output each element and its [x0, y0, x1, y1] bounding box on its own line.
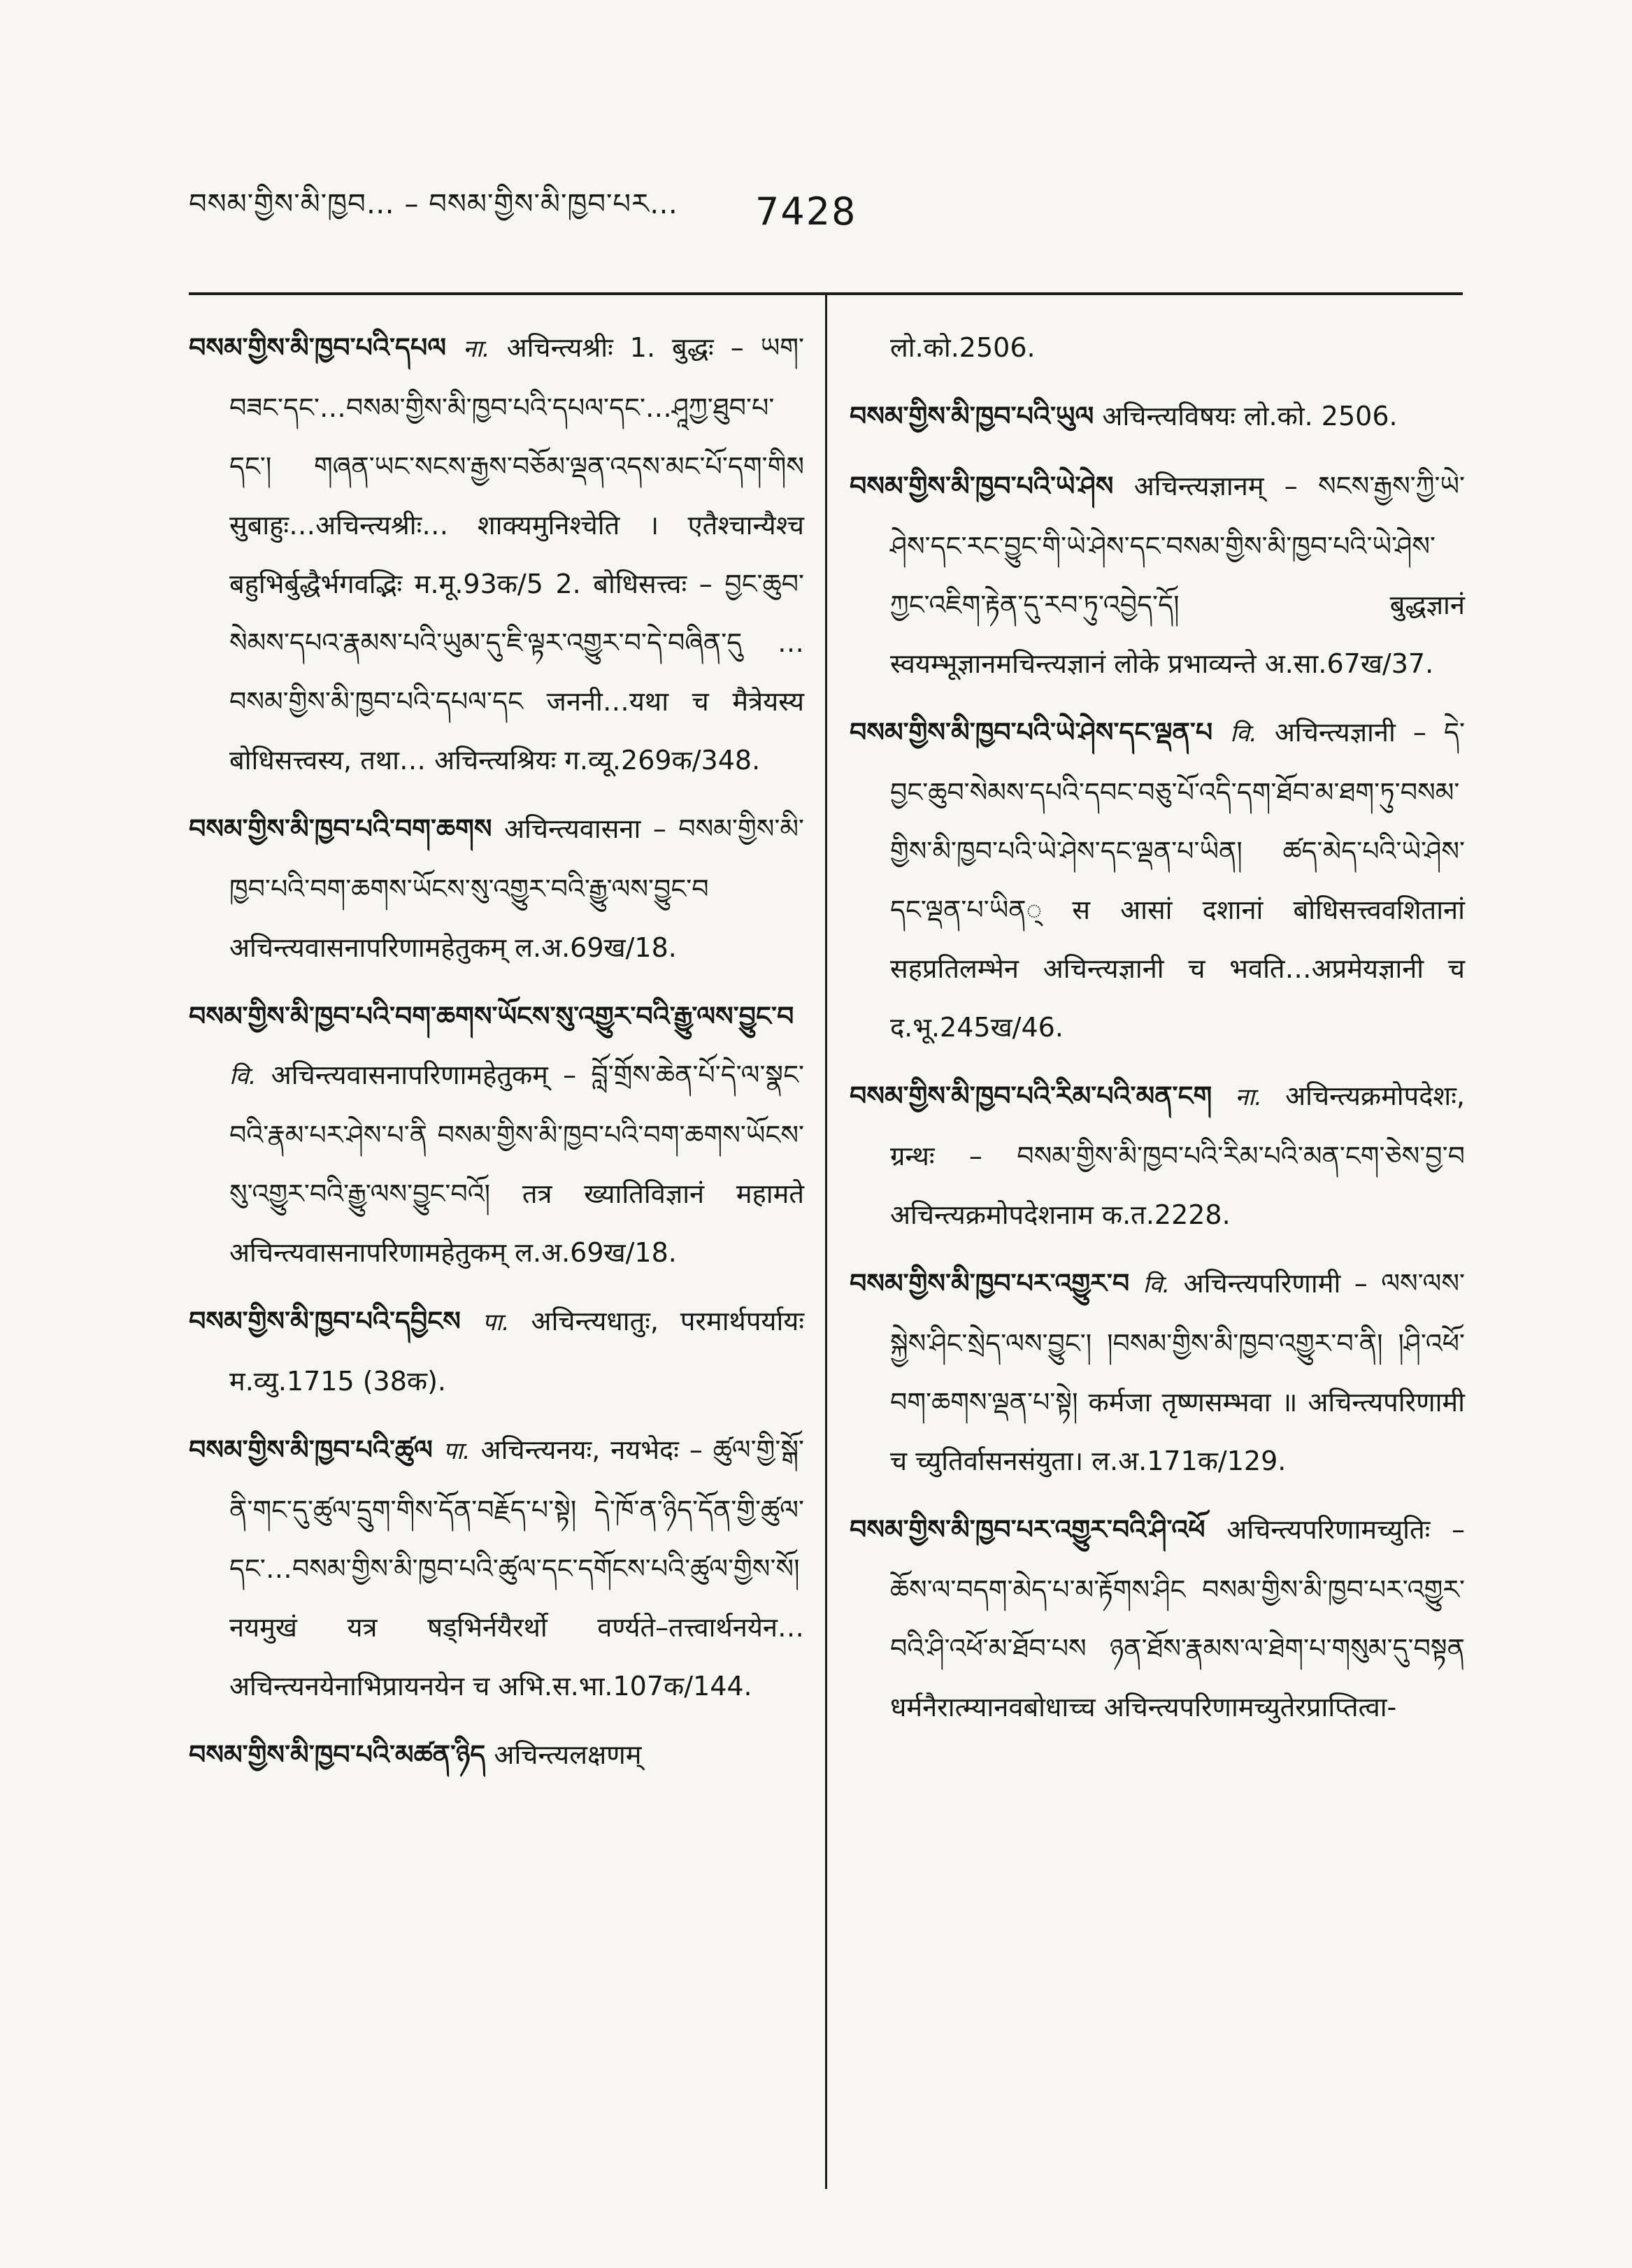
entry-body: अचिन्त्यक्रमोपदेशः, ग्रन्थः – བསམ་གྱིས་མི་ཁྱབ་པའི་རིམ་པའི་མན་ངག་ཅེས་བྱ་བ अचिन्त्यक्रमोपदेशनाम क.त.2228.: [890, 1080, 1465, 1230]
dictionary-entry: [850, 457, 1465, 693]
entry-headword: བསམ་གྱིས་མི་ཁྱབ་པའི་བག་ཆགས: [189, 813, 492, 844]
entry-headword: བསམ་གྱིས་མི་ཁྱབ་པའི་ཚུལ: [189, 1434, 433, 1465]
grammar-tag: वि.: [1143, 1271, 1171, 1299]
dictionary-entry: [189, 1420, 804, 1716]
dictionary-entry: [189, 1725, 804, 1785]
entry-headword: བསམ་གྱིས་མི་ཁྱབ་པའི་དཔལ: [189, 332, 447, 363]
entry-headword: བསམ་གྱིས་མི་ཁྱབ་པའི་དབྱིངས: [189, 1306, 461, 1336]
grammar-tag: वि.: [229, 1062, 257, 1090]
entry-headword: བསམ་གྱིས་མི་ཁྱབ་པར་འགྱུར་བ: [850, 1268, 1130, 1299]
grammar-tag: पा.: [482, 1308, 510, 1336]
page-number: 7428: [755, 189, 857, 234]
dictionary-entry: [850, 1500, 1465, 1736]
column-divider: [825, 294, 827, 2189]
entry-body: अचिन्त्यविषयः लो.को. 2506.: [1102, 401, 1398, 432]
dictionary-entry: [850, 1067, 1465, 1244]
grammar-tag: पा.: [443, 1437, 471, 1465]
entry-body: अचिन्त्यश्रीः 1. बुद्धः – ཡག་བཟང་དང་…བསམ་གྱིས་མི་ཁྱབ་པའི་དཔལ་དང་…ཤཱཀྱ་ཐུབ་པ་དང་། གཞན་ཡང་སངས་རྒྱས་བཅོམ་ལྡན་འདས་མང་པོ་དག་གིས सुबाहुः…अचिन्त्यश्रीः… शाक्यमुनिश्चेति । एतैश्चान्यैश्च बहुभिर्बुद्धैर्भगवद्भिः म.मू.93क/5 2. बोधिसत्त्वः – བྱང་ཆུབ་སེམས་དཔའ་རྣམས་པའི་ཡུམ་དུ་ཇི་ལྟར་འགྱུར་བ་དེ་བཞིན་དུ …བསམ་གྱིས་མི་ཁྱབ་པའི་དཔལ་དང जननी…यथा च मैत्रेयस्य बोधिसत्त्वस्य, तथा… अचिन्त्यश्रियः ग.व्यू.269क/348.: [229, 332, 804, 776]
dictionary-entry: [189, 799, 804, 977]
dictionary-entry: [850, 703, 1465, 1057]
left-column: [189, 318, 804, 1795]
entry-body: अचिन्त्यधातुः, परमार्थपर्यायः म.व्यु.1715 (38क).: [229, 1306, 804, 1397]
dictionary-entry: [189, 1292, 804, 1411]
entry-headword: བསམ་གྱིས་མི་ཁྱབ་པའི་བག་ཆགས་ཡོངས་སུ་འགྱུར་བའི་རྒྱུ་ལས་བྱུང་བ: [189, 1001, 794, 1032]
entry-body: अचिन्त्यज्ञानम् – སངས་རྒྱས་ཀྱི་ཡེ་ཤེས་དང་རང་བྱུང་གི་ཡེ་ཤེས་དང་བསམ་གྱིས་མི་ཁྱབ་པའི་ཡེ་ཤེས་ཀྱང་འཇིག་རྟེན་དུ་རབ་ཏུ་འབྱེད་དོ། बुद्धज्ञानं स्वयम्भूज्ञानमचिन्त्यज्ञानं लोके प्रभाव्यन्ते अ.सा.67ख/37.: [890, 471, 1465, 679]
page-header: [189, 183, 1224, 239]
entry-body: अचिन्त्यपरिणामी – ལས་ལས་སྐྱེས་ཤིང་སྲེད་ལས་བྱུང་། །བསམ་གྱིས་མི་ཁྱབ་འགྱུར་བ་ནི། །ཤི་འཕོ་བག་ཆགས་ལྡན་པ་སྟེ། कर्मजा तृष्णसम्भवा ॥ अचिन्त्यपरिणामी च च्युतिर्वासनसंयुता। ल.अ.171क/129.: [890, 1268, 1465, 1476]
entry-body: अचिन्त्यनयः, नयभेदः – ཚུལ་གྱི་སྒོ་ནི་གང་དུ་ཚུལ་དྲུག་གིས་དོན་བརྗོད་པ་སྟེ། དེ་ཁོ་ན་ཉིད་དོན་གྱི་ཚུལ་དང་…བསམ་གྱིས་མི་ཁྱབ་པའི་ཚུལ་དང་དགོངས་པའི་ཚུལ་གྱིས་སོ། नयमुखं यत्र षड्भिर्नयैरर्थो वर्ण्यते–तत्त्वार्थनयेन…अचिन्त्यनयेनाभिप्रायनयेन च अभि.स.भा.107क/144.: [229, 1434, 804, 1702]
running-head: བསམ་གྱིས་མི་ཁྱབ… – བསམ་གྱིས་མི་ཁྱབ་པར…: [189, 187, 678, 220]
entry-body: अचिन्त्यवासनापरिणामहेतुकम् – བློ་གྲོས་ཆེན་པོ་དེ་ལ་སྣང་བའི་རྣམ་པར་ཤེས་པ་ནི བསམ་གྱིས་མི་ཁྱབ་པའི་བག་ཆགས་ཡོངས་སུ་འགྱུར་བའི་རྒྱུ་ལས་བྱུང་བའོ། तत्र ख्यातिविज्ञानं महामते अचिन्त्यवासनापरिणामहेतुकम् ल.अ.69ख/18.: [229, 1060, 804, 1268]
dictionary-entry: [189, 318, 804, 790]
right-column: [850, 318, 1465, 1746]
entry-headword: བསམ་གྱིས་མི་ཁྱབ་པའི་རིམ་པའི་མན་ངག: [850, 1080, 1212, 1111]
entry-continuation: लो.को.2506.: [890, 332, 1036, 363]
dictionary-entry: [189, 987, 804, 1282]
entry-headword: བསམ་གྱིས་མི་ཁྱབ་པའི་ཡུལ: [850, 401, 1094, 432]
entry-body: अचिन्त्यज्ञानी – དེ་བྱང་ཆུབ་སེམས་དཔའི་དབང་བཅུ་པོ་འདི་དག་ཐོབ་མ་ཐག་ཏུ་བསམ་གྱིས་མི་ཁྱབ་པའི་ཡེ་ཤེས་དང་ལྡན་པ་ཡིན། ཚད་མེད་པའི་ཡེ་ཤེས་དང་ལྡན་པ་ཡིན् स आसां दशानां बोधिसत्त्ववशितानां सहप्रतिलम्भेन अचिन्त्यज्ञानी च भवति…अप्रमेयज्ञानी च द.भू.245ख/46.: [890, 717, 1465, 1043]
entry-headword: བསམ་གྱིས་མི་ཁྱབ་པའི་མཚན་ཉིད: [189, 1739, 486, 1770]
entry-headword: བསམ་གྱིས་མི་ཁྱབ་པའི་ཡེ་ཤེས: [850, 471, 1114, 501]
entry-body: अचिन्त्यपरिणामच्युतिः – ཆོས་ལ་བདག་མེད་པ་མ་རྟོགས་ཤིང བསམ་གྱིས་མི་ཁྱབ་པར་འགྱུར་བའི་ཤི་འཕོ་མ་ཐོབ་པས ཉན་ཐོས་རྣམས་ལ་ཐེག་པ་གསུམ་དུ་བསྟན धर्मनैरात्म्यानवबोधाच्च अचिन्त्यपरिणामच्युतेरप्राप्तित्वा-: [890, 1514, 1465, 1723]
dictionary-entry: [850, 387, 1465, 447]
grammar-tag: ना.: [1235, 1083, 1262, 1111]
grammar-tag: ना.: [463, 335, 490, 363]
entry-headword: བསམ་གྱིས་མི་ཁྱབ་པའི་ཡེ་ཤེས་དང་ལྡན་པ: [850, 717, 1213, 748]
entry-headword: བསམ་གྱིས་མི་ཁྱབ་པར་འགྱུར་བའི་ཤི་འཕོ: [850, 1514, 1205, 1545]
grammar-tag: वि.: [1230, 720, 1257, 748]
entry-body: अचिन्त्यवासना – བསམ་གྱིས་མི་ཁྱབ་པའི་བག་ཆགས་ཡོངས་སུ་འགྱུར་བའི་རྒྱུ་ལས་བྱུང་བ अचिन्त्यवासनापरिणामहेतुकम् ल.अ.69ख/18.: [229, 813, 804, 963]
entry-body: अचिन्त्यलक्षणम्: [494, 1739, 642, 1770]
dictionary-entry: [850, 1254, 1465, 1490]
